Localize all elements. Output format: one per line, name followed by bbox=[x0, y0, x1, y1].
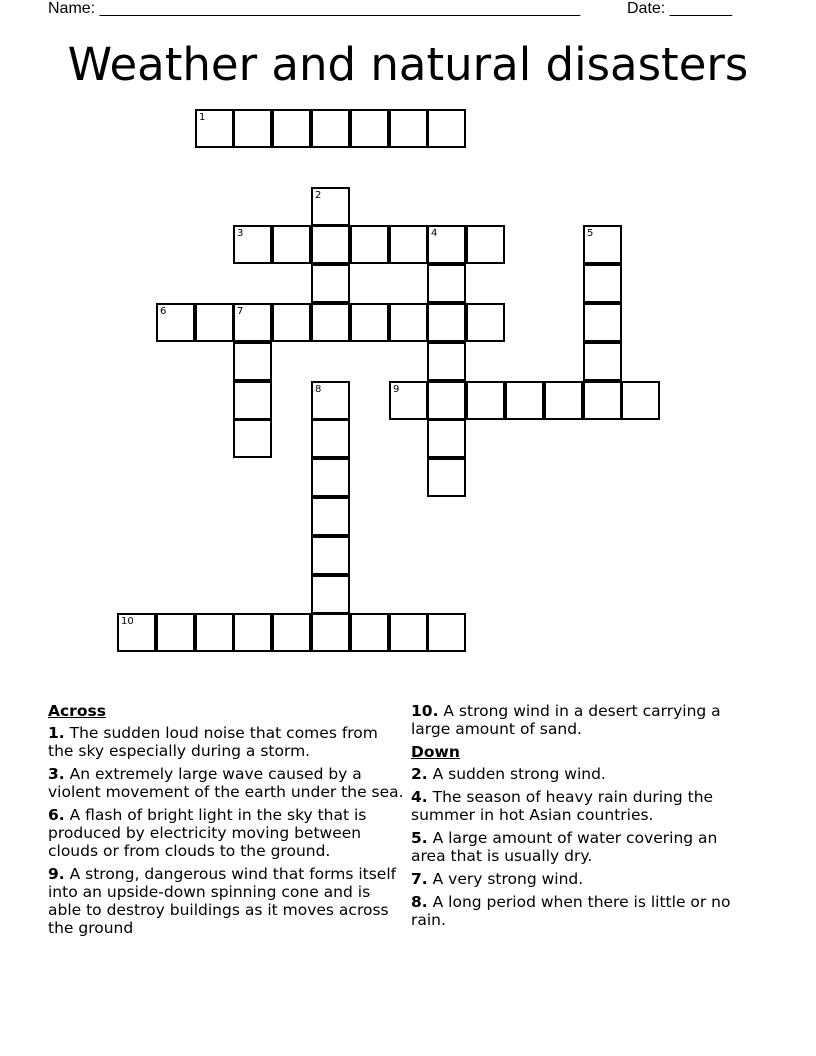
name-field-line: Name: ______________________________________________________ bbox=[48, 0, 581, 17]
across-clue bbox=[48, 865, 408, 937]
down-clue bbox=[411, 765, 751, 783]
clue-number: 10. bbox=[411, 702, 439, 720]
grid-cell[interactable] bbox=[427, 458, 466, 497]
date-field-line: Date: _______ bbox=[627, 0, 732, 17]
grid-cell[interactable] bbox=[195, 613, 234, 652]
across-clue bbox=[411, 702, 751, 738]
cell-number: 5 bbox=[587, 228, 594, 239]
grid-cell[interactable] bbox=[311, 613, 350, 652]
grid-cell[interactable] bbox=[272, 225, 311, 264]
grid-cell[interactable] bbox=[233, 303, 272, 342]
grid-cell[interactable] bbox=[621, 381, 660, 420]
grid-cell[interactable] bbox=[350, 225, 389, 264]
clue-number: 9. bbox=[48, 865, 65, 883]
clue-text: A very strong wind. bbox=[432, 870, 584, 888]
clue-text: An extremely large wave caused by a violent movement of the earth under the sea. bbox=[48, 765, 404, 801]
down-clue bbox=[411, 788, 751, 824]
grid-cell[interactable] bbox=[311, 225, 350, 264]
grid-cell[interactable] bbox=[505, 381, 544, 420]
grid-cell[interactable] bbox=[583, 225, 622, 264]
across-clue bbox=[48, 724, 408, 760]
clue-text: A strong wind in a desert carrying a large amount of sand. bbox=[411, 702, 721, 738]
grid-cell[interactable] bbox=[466, 381, 505, 420]
clue-number: 8. bbox=[411, 893, 428, 911]
grid-cell[interactable] bbox=[311, 458, 350, 497]
grid-cell[interactable] bbox=[427, 264, 466, 303]
grid-cell[interactable] bbox=[311, 419, 350, 458]
grid-cell[interactable] bbox=[350, 613, 389, 652]
grid-cell[interactable] bbox=[311, 381, 350, 420]
clue-text: A long period when there is little or no rain. bbox=[411, 893, 731, 929]
grid-cell[interactable] bbox=[427, 342, 466, 381]
grid-cell[interactable] bbox=[233, 109, 272, 148]
grid-cell[interactable] bbox=[311, 187, 350, 226]
cell-number: 3 bbox=[237, 228, 244, 239]
grid-cell[interactable] bbox=[466, 303, 505, 342]
grid-cell[interactable] bbox=[117, 613, 156, 652]
clue-number: 4. bbox=[411, 788, 428, 806]
clues-left-column bbox=[48, 702, 408, 942]
clue-number: 5. bbox=[411, 829, 428, 847]
grid-cell[interactable] bbox=[233, 225, 272, 264]
grid-cell[interactable] bbox=[350, 303, 389, 342]
grid-cell[interactable] bbox=[311, 264, 350, 303]
cell-number: 2 bbox=[315, 190, 322, 201]
grid-cell[interactable] bbox=[233, 419, 272, 458]
grid-cell[interactable] bbox=[156, 303, 195, 342]
down-clue bbox=[411, 893, 751, 929]
clue-number: 7. bbox=[411, 870, 428, 888]
grid-cell[interactable] bbox=[389, 109, 428, 148]
grid-cell[interactable] bbox=[389, 225, 428, 264]
down-clue bbox=[411, 829, 751, 865]
grid-cell[interactable] bbox=[195, 109, 234, 148]
grid-cell[interactable] bbox=[389, 303, 428, 342]
page-title: Weather and natural disasters bbox=[67, 38, 749, 91]
grid-cell[interactable] bbox=[350, 109, 389, 148]
grid-cell[interactable] bbox=[272, 613, 311, 652]
cell-number: 9 bbox=[393, 384, 400, 395]
clues-right-column bbox=[411, 702, 751, 934]
clue-text: A large amount of water covering an area that is usually dry. bbox=[411, 829, 718, 865]
cell-number: 7 bbox=[237, 306, 244, 317]
grid-cell[interactable] bbox=[311, 109, 350, 148]
grid-cell[interactable] bbox=[427, 419, 466, 458]
grid-cell[interactable] bbox=[311, 575, 350, 614]
cell-number: 10 bbox=[121, 616, 134, 627]
grid-cell[interactable] bbox=[583, 342, 622, 381]
clue-number: 6. bbox=[48, 806, 65, 824]
across-heading: Across bbox=[48, 702, 106, 720]
cell-number: 1 bbox=[199, 112, 206, 123]
grid-cell[interactable] bbox=[272, 109, 311, 148]
grid-cell[interactable] bbox=[583, 264, 622, 303]
grid-cell[interactable] bbox=[544, 381, 583, 420]
clue-text: A strong, dangerous wind that forms itself into an upside-down spinning cone and is able to destroy buildings as it moves across the ground bbox=[48, 865, 397, 937]
grid-cell[interactable] bbox=[427, 381, 466, 420]
clue-text: A flash of bright light in the sky that is produced by electricity moving between clouds or from clouds to the ground. bbox=[48, 806, 367, 860]
grid-cell[interactable] bbox=[272, 303, 311, 342]
grid-cell[interactable] bbox=[583, 303, 622, 342]
grid-cell[interactable] bbox=[311, 497, 350, 536]
down-clue bbox=[411, 870, 751, 888]
grid-cell[interactable] bbox=[427, 109, 466, 148]
clue-number: 1. bbox=[48, 724, 65, 742]
grid-cell[interactable] bbox=[466, 225, 505, 264]
clue-text: A sudden strong wind. bbox=[432, 765, 606, 783]
cell-number: 6 bbox=[160, 306, 167, 317]
down-heading: Down bbox=[411, 743, 460, 761]
grid-cell[interactable] bbox=[427, 613, 466, 652]
grid-cell[interactable] bbox=[311, 303, 350, 342]
clue-text: The season of heavy rain during the summer in hot Asian countries. bbox=[411, 788, 714, 824]
grid-cell[interactable] bbox=[389, 381, 428, 420]
grid-cell[interactable] bbox=[233, 342, 272, 381]
cell-number: 4 bbox=[431, 228, 438, 239]
cell-number: 8 bbox=[315, 384, 322, 395]
grid-cell[interactable] bbox=[195, 303, 234, 342]
grid-cell[interactable] bbox=[233, 381, 272, 420]
grid-cell[interactable] bbox=[389, 613, 428, 652]
grid-cell[interactable] bbox=[427, 303, 466, 342]
grid-cell[interactable] bbox=[156, 613, 195, 652]
grid-cell[interactable] bbox=[311, 536, 350, 575]
grid-cell[interactable] bbox=[427, 225, 466, 264]
clue-number: 3. bbox=[48, 765, 65, 783]
grid-cell[interactable] bbox=[583, 381, 622, 420]
across-clue bbox=[48, 806, 408, 860]
clue-text: The sudden loud noise that comes from the sky especially during a storm. bbox=[48, 724, 378, 760]
across-clue bbox=[48, 765, 408, 801]
clue-number: 2. bbox=[411, 765, 428, 783]
grid-cell[interactable] bbox=[233, 613, 272, 652]
